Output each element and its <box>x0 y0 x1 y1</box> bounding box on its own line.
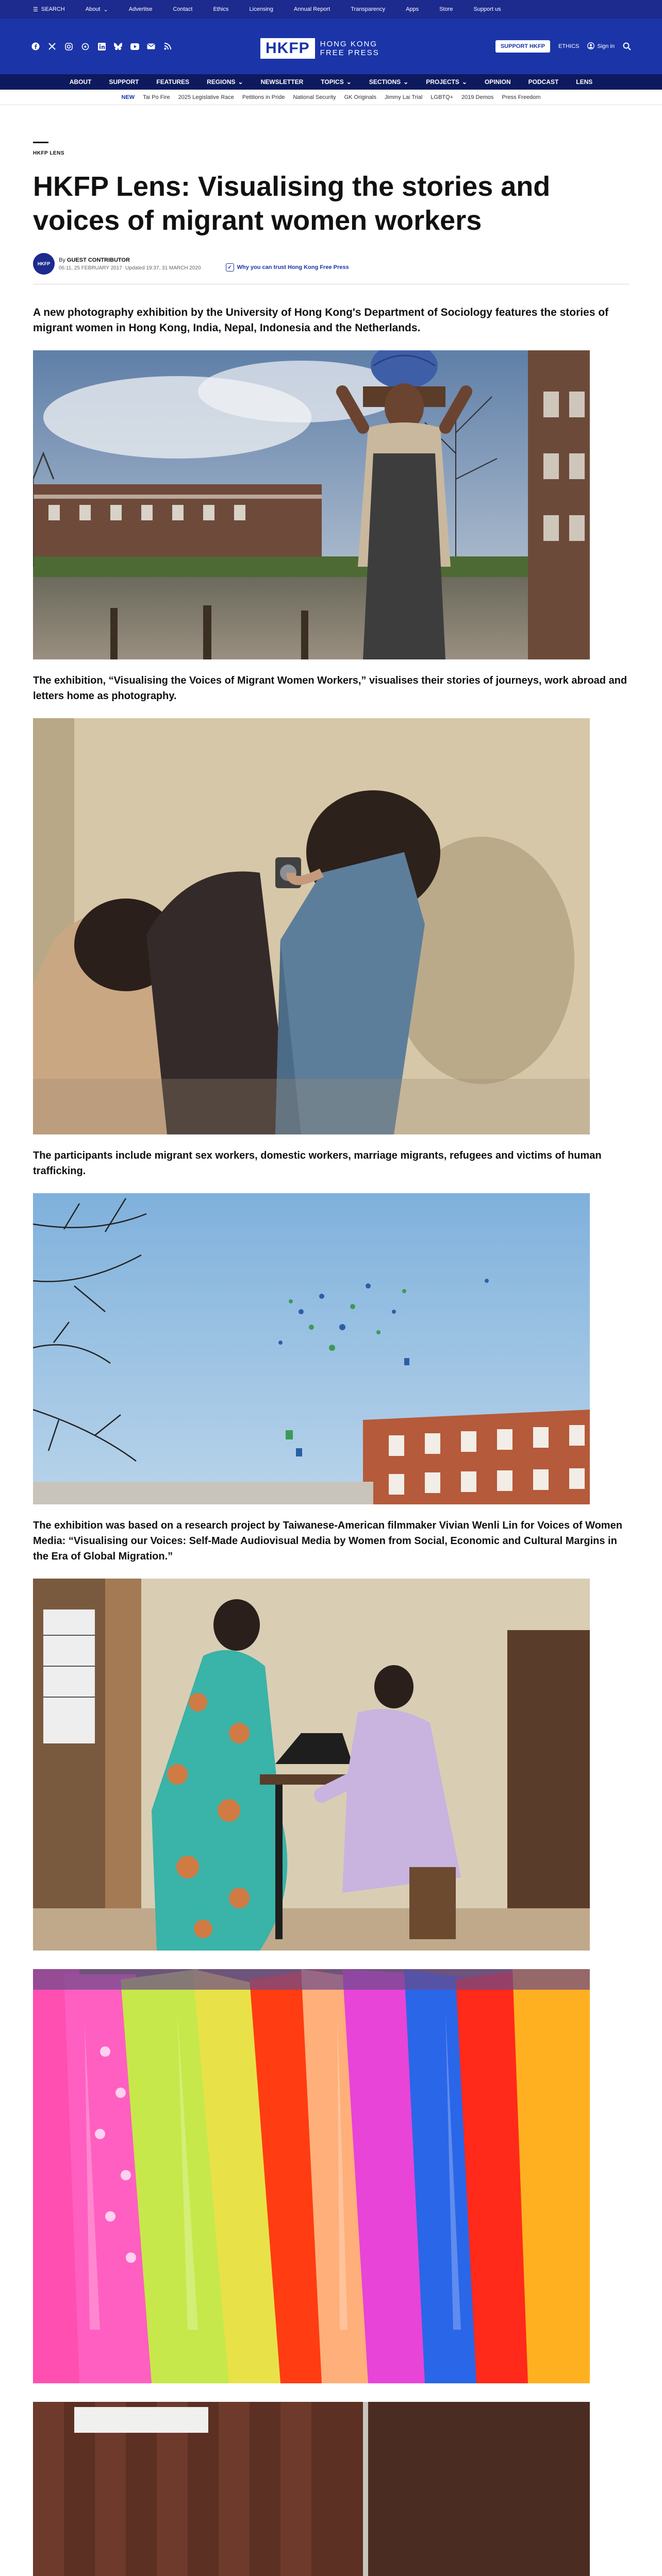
instagram-icon[interactable] <box>64 42 73 51</box>
user-icon <box>587 42 594 51</box>
utility-link-licensing[interactable]: Licensing <box>249 6 273 12</box>
nav-lens[interactable]: LENS <box>576 78 593 86</box>
search-label: SEARCH <box>41 6 65 12</box>
linkedin-icon[interactable] <box>97 42 106 51</box>
bluesky-icon[interactable] <box>113 42 123 51</box>
published-date: 06:11, 25 FEBRUARY 2017 <box>59 265 122 271</box>
article-title: HKFP Lens: Visualising the stories and voices of migrant women workers <box>33 171 551 236</box>
photo-sewing-machine <box>33 1579 590 1951</box>
chevron-down-icon: ⌄ <box>403 78 409 86</box>
photo-sky-balloons <box>33 1193 590 1504</box>
new-badge: NEW <box>121 94 135 100</box>
trending-link[interactable]: Petitions in Pride <box>242 94 285 100</box>
site-header <box>0 19 662 74</box>
nav-regions[interactable]: REGIONS ⌄ <box>207 78 243 86</box>
trending-link[interactable]: LGBTQ+ <box>431 94 454 100</box>
utility-link-ethics[interactable]: Ethics <box>213 6 229 12</box>
nav-podcast[interactable]: PODCAST <box>528 78 559 86</box>
header-actions <box>495 40 631 53</box>
chevron-down-icon: ⌄ <box>238 78 243 86</box>
nav-features[interactable]: FEATURES <box>156 78 190 86</box>
youtube-icon[interactable] <box>130 42 139 51</box>
hamburger-icon: ☰ <box>33 6 38 13</box>
photo-caption-2: The participants include migrant sex workers, domestic workers, marriage migrants, refugees and victims of human trafficking. <box>33 1150 602 1177</box>
photo-satin-garments <box>33 1969 590 2383</box>
trending-link[interactable]: Press Freedom <box>502 94 541 100</box>
sign-in-link[interactable]: Sign in <box>587 42 615 51</box>
nav-projects[interactable]: PROJECTS ⌄ <box>426 78 467 86</box>
chevron-down-icon: ⌄ <box>346 78 352 86</box>
photo-canal-woman-basket <box>33 350 590 659</box>
email-icon[interactable] <box>146 42 156 51</box>
byline-meta <box>59 257 201 271</box>
kicker-rule <box>33 142 48 143</box>
threads-icon[interactable] <box>80 42 90 51</box>
byline-by: By <box>59 257 65 263</box>
nav-opinion[interactable]: OPINION <box>484 78 511 86</box>
main-navigation <box>0 74 662 90</box>
photo-room-bed <box>33 2402 590 2576</box>
utility-link-about[interactable]: About ⌄ <box>85 6 108 13</box>
updated-date: Updated 19:37, 31 MARCH 2020 <box>125 265 201 271</box>
utility-link-contact[interactable]: Contact <box>173 6 193 12</box>
trust-link[interactable]: ✓ Why you can trust Hong Kong Free Press <box>226 263 349 272</box>
shield-icon: ✓ <box>226 263 234 272</box>
support-hkfp-button[interactable]: SUPPORT HKFP <box>495 40 550 53</box>
trending-link[interactable]: National Security <box>293 94 336 100</box>
utility-link-apps[interactable]: Apps <box>406 6 419 12</box>
search-menu-button[interactable] <box>31 6 75 13</box>
trending-link[interactable]: GK Originals <box>344 94 376 100</box>
rss-icon[interactable] <box>163 42 172 51</box>
utility-link-store[interactable]: Store <box>439 6 453 12</box>
photo-caption-3: The exhibition was based on a research project by Taiwanese-American filmmaker Vivian Wenli Lin for Voices of Women Media: “Visualising our Voices: Self-Made Audiovisual Media by Women from Social, Economic and Cultural Margins in the Era of Global Migration.” <box>33 1520 622 1562</box>
nav-support[interactable]: SUPPORT <box>109 78 139 86</box>
ethics-link[interactable]: ETHICS <box>558 43 580 49</box>
x-icon[interactable] <box>47 42 57 51</box>
chevron-down-icon: ⌄ <box>461 78 467 86</box>
trending-bar <box>0 90 662 105</box>
site-logo[interactable] <box>260 38 379 59</box>
logo-mark: HKFP <box>260 38 315 59</box>
social-links <box>31 42 172 51</box>
article <box>33 142 629 2576</box>
photo-women-with-camera <box>33 718 590 1134</box>
nav-about[interactable]: ABOUT <box>69 78 92 86</box>
chevron-down-icon: ⌄ <box>103 6 108 13</box>
trending-link[interactable]: Tai Po Fire <box>143 94 170 100</box>
utility-link-transparency[interactable]: Transparency <box>351 6 386 12</box>
trending-link[interactable]: 2019 Demos <box>461 94 494 100</box>
utility-link-annual-report[interactable]: Annual Report <box>293 6 330 12</box>
nav-newsletter[interactable]: NEWSLETTER <box>260 78 304 86</box>
author-name[interactable]: GUEST CONTRIBUTOR <box>67 257 130 263</box>
logo-text: HONG KONG FREE PRESS <box>320 40 379 57</box>
trending-link[interactable]: Jimmy Lai Trial <box>384 94 423 100</box>
nav-topics[interactable]: TOPICS ⌄ <box>321 78 352 86</box>
utility-link-support[interactable]: Support us <box>473 6 501 12</box>
byline <box>33 253 629 275</box>
nav-sections[interactable]: SECTIONS ⌄ <box>369 78 409 86</box>
search-icon[interactable] <box>623 42 631 50</box>
facebook-icon[interactable] <box>31 42 40 51</box>
author-avatar[interactable]: HKFP <box>33 253 55 275</box>
article-kicker[interactable]: HKFP LENS <box>33 150 64 156</box>
trending-link[interactable]: 2025 Legislative Race <box>178 94 234 100</box>
article-lede: A new photography exhibition by the University of Hong Kong's Department of Sociology features the stories of migrant women in Hong Kong, India, Nepal, Indonesia and the Netherlands. <box>33 307 609 334</box>
utility-bar <box>0 0 662 19</box>
utility-link-advertise[interactable]: Advertise <box>128 6 153 12</box>
photo-caption-1: The exhibition, “Visualising the Voices of Migrant Women Workers,” visualises their stories of journeys, work abroad and letters home as photography. <box>33 675 627 702</box>
